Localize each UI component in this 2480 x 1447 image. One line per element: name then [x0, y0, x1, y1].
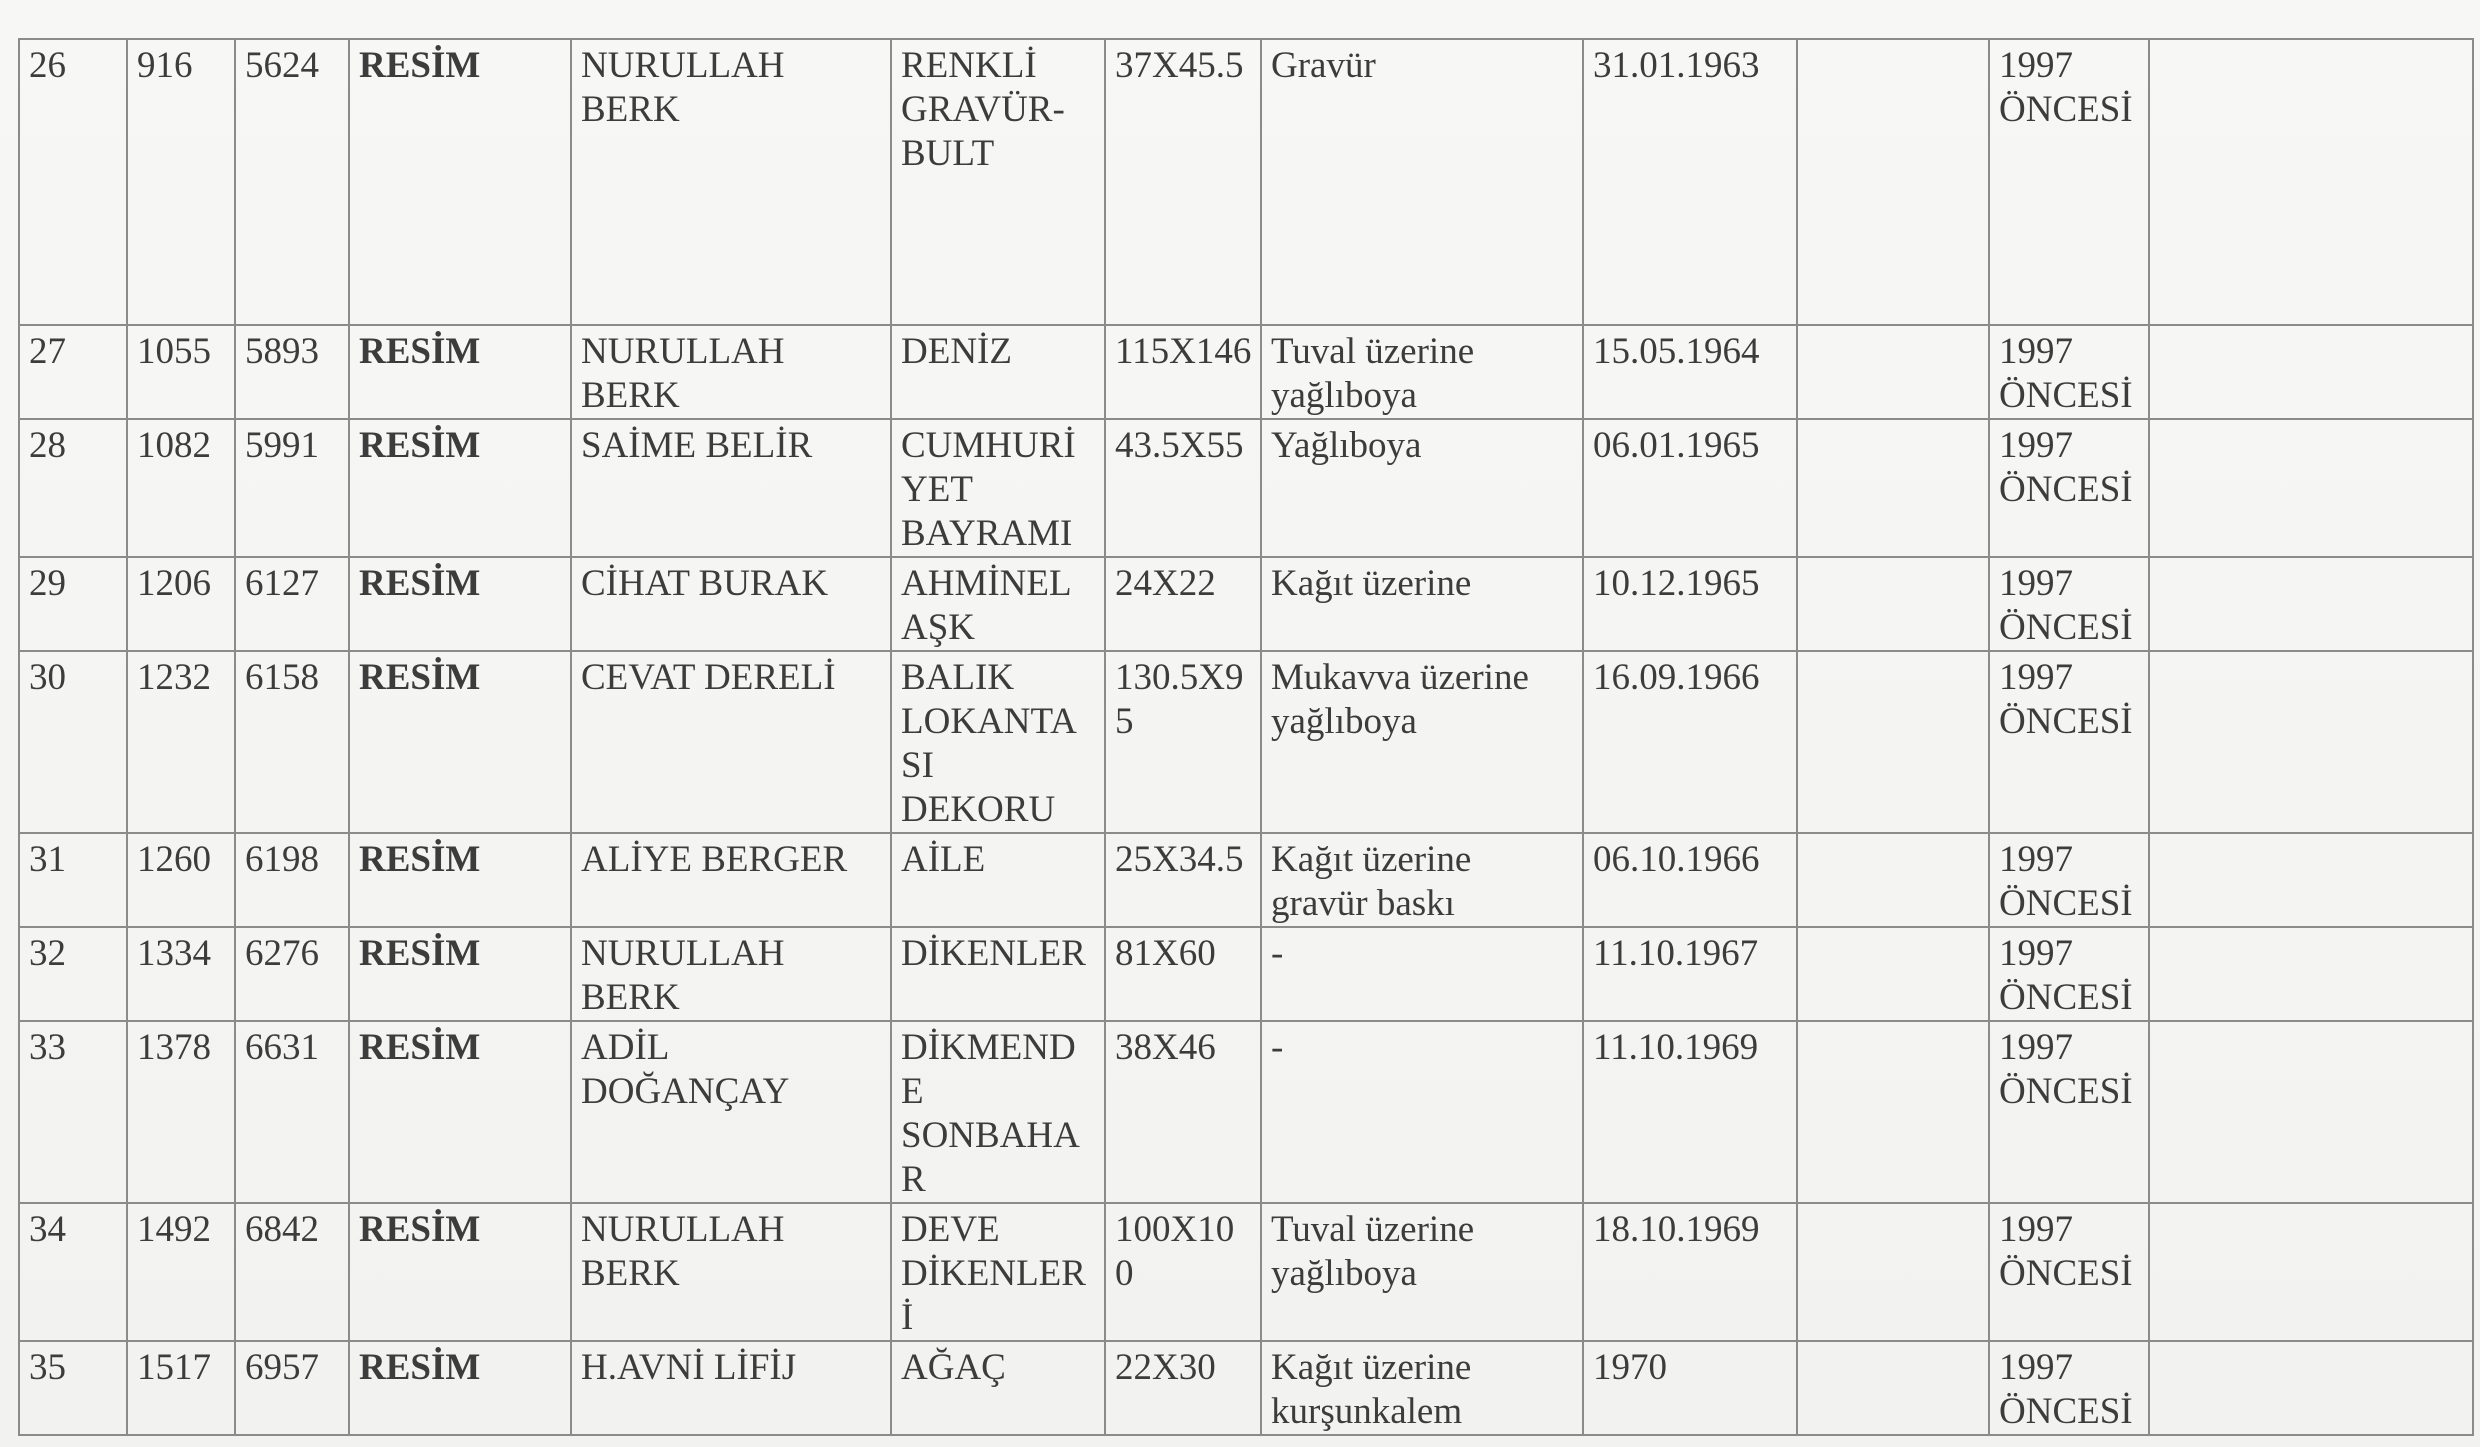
inventory-number-cell: 1517 — [127, 1341, 235, 1435]
artwork-title-cell: AĞAÇ — [891, 1341, 1105, 1435]
table-row — [19, 833, 2473, 927]
empty-cell-cell — [1797, 1021, 1989, 1203]
empty-cell-cell — [1797, 39, 1989, 325]
artwork-title-cell: DİKMENDE SONBAHAR — [891, 1021, 1105, 1203]
period-cell: 1997 ÖNCESİ — [1989, 419, 2149, 557]
row-number-cell: 28 — [19, 419, 127, 557]
table-row — [19, 651, 2473, 833]
empty-cell-cell — [1797, 651, 1989, 833]
inventory-number-cell: 1206 — [127, 557, 235, 651]
category-cell: RESİM — [349, 1341, 571, 1435]
period-cell: 1997 ÖNCESİ — [1989, 1203, 2149, 1341]
registry-number-cell: 5624 — [235, 39, 349, 325]
acquisition-date-cell: 10.12.1965 — [1583, 557, 1797, 651]
artwork-title-cell: BALIK LOKANTASI DEKORU — [891, 651, 1105, 833]
period-cell: 1997 ÖNCESİ — [1989, 833, 2149, 927]
dimensions-cell: 43.5X55 — [1105, 419, 1261, 557]
acquisition-date-cell: 06.10.1966 — [1583, 833, 1797, 927]
category-cell: RESİM — [349, 1021, 571, 1203]
technique-cell: Tuval üzerine yağlıboya — [1261, 1203, 1583, 1341]
dimensions-cell: 25X34.5 — [1105, 833, 1261, 927]
artwork-image-cell — [2149, 651, 2473, 833]
category-cell: RESİM — [349, 651, 571, 833]
artwork-title-cell: DEVE DİKENLERİ — [891, 1203, 1105, 1341]
artwork-image-cell — [2149, 833, 2473, 927]
artwork-title-cell: RENKLİ GRAVÜR-BULT — [891, 39, 1105, 325]
registry-number-cell: 6276 — [235, 927, 349, 1021]
category-cell: RESİM — [349, 1203, 571, 1341]
artwork-image-cell — [2149, 557, 2473, 651]
artist-name-cell: CİHAT BURAK — [571, 557, 891, 651]
technique-cell: Kağıt üzerine — [1261, 557, 1583, 651]
artwork-title-cell: AİLE — [891, 833, 1105, 927]
row-number-cell: 30 — [19, 651, 127, 833]
acquisition-date-cell: 11.10.1967 — [1583, 927, 1797, 1021]
acquisition-date-cell: 31.01.1963 — [1583, 39, 1797, 325]
registry-number-cell: 6158 — [235, 651, 349, 833]
artist-name-cell: CEVAT DERELİ — [571, 651, 891, 833]
inventory-number-cell: 1260 — [127, 833, 235, 927]
table-row — [19, 1203, 2473, 1341]
artwork-image-cell — [2149, 39, 2473, 325]
registry-number-cell: 6957 — [235, 1341, 349, 1435]
empty-cell-cell — [1797, 557, 1989, 651]
period-cell: 1997 ÖNCESİ — [1989, 1341, 2149, 1435]
table-body — [19, 39, 2473, 1435]
inventory-number-cell: 1492 — [127, 1203, 235, 1341]
artwork-image-cell — [2149, 1203, 2473, 1341]
category-cell: RESİM — [349, 833, 571, 927]
table-row — [19, 325, 2473, 419]
technique-cell: Kağıt üzerine gravür baskı — [1261, 833, 1583, 927]
dimensions-cell: 38X46 — [1105, 1021, 1261, 1203]
row-number-cell: 35 — [19, 1341, 127, 1435]
empty-cell-cell — [1797, 927, 1989, 1021]
empty-cell-cell — [1797, 325, 1989, 419]
artwork-title-cell: DİKENLER — [891, 927, 1105, 1021]
period-cell: 1997 ÖNCESİ — [1989, 927, 2149, 1021]
technique-cell: Kağıt üzerine kurşunkalem — [1261, 1341, 1583, 1435]
technique-cell: - — [1261, 1021, 1583, 1203]
artist-name-cell: NURULLAH BERK — [571, 927, 891, 1021]
category-cell: RESİM — [349, 39, 571, 325]
registry-number-cell: 6842 — [235, 1203, 349, 1341]
technique-cell: - — [1261, 927, 1583, 1021]
category-cell: RESİM — [349, 557, 571, 651]
row-number-cell: 34 — [19, 1203, 127, 1341]
registry-number-cell: 5893 — [235, 325, 349, 419]
acquisition-date-cell: 18.10.1969 — [1583, 1203, 1797, 1341]
technique-cell: Mukavva üzerine yağlıboya — [1261, 651, 1583, 833]
period-cell: 1997 ÖNCESİ — [1989, 651, 2149, 833]
row-number-cell: 31 — [19, 833, 127, 927]
row-number-cell: 29 — [19, 557, 127, 651]
artwork-image-cell — [2149, 419, 2473, 557]
artwork-image-cell — [2149, 325, 2473, 419]
registry-number-cell: 6631 — [235, 1021, 349, 1203]
artwork-image-cell — [2149, 1021, 2473, 1203]
inventory-number-cell: 916 — [127, 39, 235, 325]
artwork-image-cell — [2149, 1341, 2473, 1435]
artwork-title-cell: AHMİNEL AŞK — [891, 557, 1105, 651]
artist-name-cell: NURULLAH BERK — [571, 325, 891, 419]
row-number-cell: 27 — [19, 325, 127, 419]
dimensions-cell: 22X30 — [1105, 1341, 1261, 1435]
registry-number-cell: 6198 — [235, 833, 349, 927]
acquisition-date-cell: 1970 — [1583, 1341, 1797, 1435]
row-number-cell: 33 — [19, 1021, 127, 1203]
table-row — [19, 419, 2473, 557]
inventory-number-cell: 1082 — [127, 419, 235, 557]
dimensions-cell: 81X60 — [1105, 927, 1261, 1021]
period-cell: 1997 ÖNCESİ — [1989, 557, 2149, 651]
inventory-number-cell: 1378 — [127, 1021, 235, 1203]
technique-cell: Yağlıboya — [1261, 419, 1583, 557]
dimensions-cell: 37X45.5 — [1105, 39, 1261, 325]
dimensions-cell: 115X146 — [1105, 325, 1261, 419]
artwork-image-cell — [2149, 927, 2473, 1021]
category-cell: RESİM — [349, 419, 571, 557]
acquisition-date-cell: 16.09.1966 — [1583, 651, 1797, 833]
registry-number-cell: 5991 — [235, 419, 349, 557]
table-row — [19, 557, 2473, 651]
technique-cell: Tuval üzerine yağlıboya — [1261, 325, 1583, 419]
acquisition-date-cell: 06.01.1965 — [1583, 419, 1797, 557]
acquisition-date-cell: 15.05.1964 — [1583, 325, 1797, 419]
dimensions-cell: 130.5X95 — [1105, 651, 1261, 833]
artwork-title-cell: CUMHURİYET BAYRAMI — [891, 419, 1105, 557]
artwork-inventory-table — [18, 38, 2474, 1436]
technique-cell: Gravür — [1261, 39, 1583, 325]
registry-number-cell: 6127 — [235, 557, 349, 651]
dimensions-cell: 100X100 — [1105, 1203, 1261, 1341]
category-cell: RESİM — [349, 325, 571, 419]
artist-name-cell: NURULLAH BERK — [571, 1203, 891, 1341]
artist-name-cell: NURULLAH BERK — [571, 39, 891, 325]
table-row — [19, 1021, 2473, 1203]
empty-cell-cell — [1797, 1203, 1989, 1341]
empty-cell-cell — [1797, 419, 1989, 557]
inventory-number-cell: 1232 — [127, 651, 235, 833]
empty-cell-cell — [1797, 833, 1989, 927]
table-row — [19, 927, 2473, 1021]
inventory-number-cell: 1055 — [127, 325, 235, 419]
row-number-cell: 26 — [19, 39, 127, 325]
artist-name-cell: ADİL DOĞANÇAY — [571, 1021, 891, 1203]
table-row — [19, 1341, 2473, 1435]
artist-name-cell: ALİYE BERGER — [571, 833, 891, 927]
table-row — [19, 39, 2473, 325]
period-cell: 1997 ÖNCESİ — [1989, 1021, 2149, 1203]
inventory-number-cell: 1334 — [127, 927, 235, 1021]
category-cell: RESİM — [349, 927, 571, 1021]
period-cell: 1997 ÖNCESİ — [1989, 39, 2149, 325]
empty-cell-cell — [1797, 1341, 1989, 1435]
artist-name-cell: H.AVNİ LİFİJ — [571, 1341, 891, 1435]
period-cell: 1997 ÖNCESİ — [1989, 325, 2149, 419]
acquisition-date-cell: 11.10.1969 — [1583, 1021, 1797, 1203]
row-number-cell: 32 — [19, 927, 127, 1021]
dimensions-cell: 24X22 — [1105, 557, 1261, 651]
artwork-title-cell: DENİZ — [891, 325, 1105, 419]
artist-name-cell: SAİME BELİR — [571, 419, 891, 557]
